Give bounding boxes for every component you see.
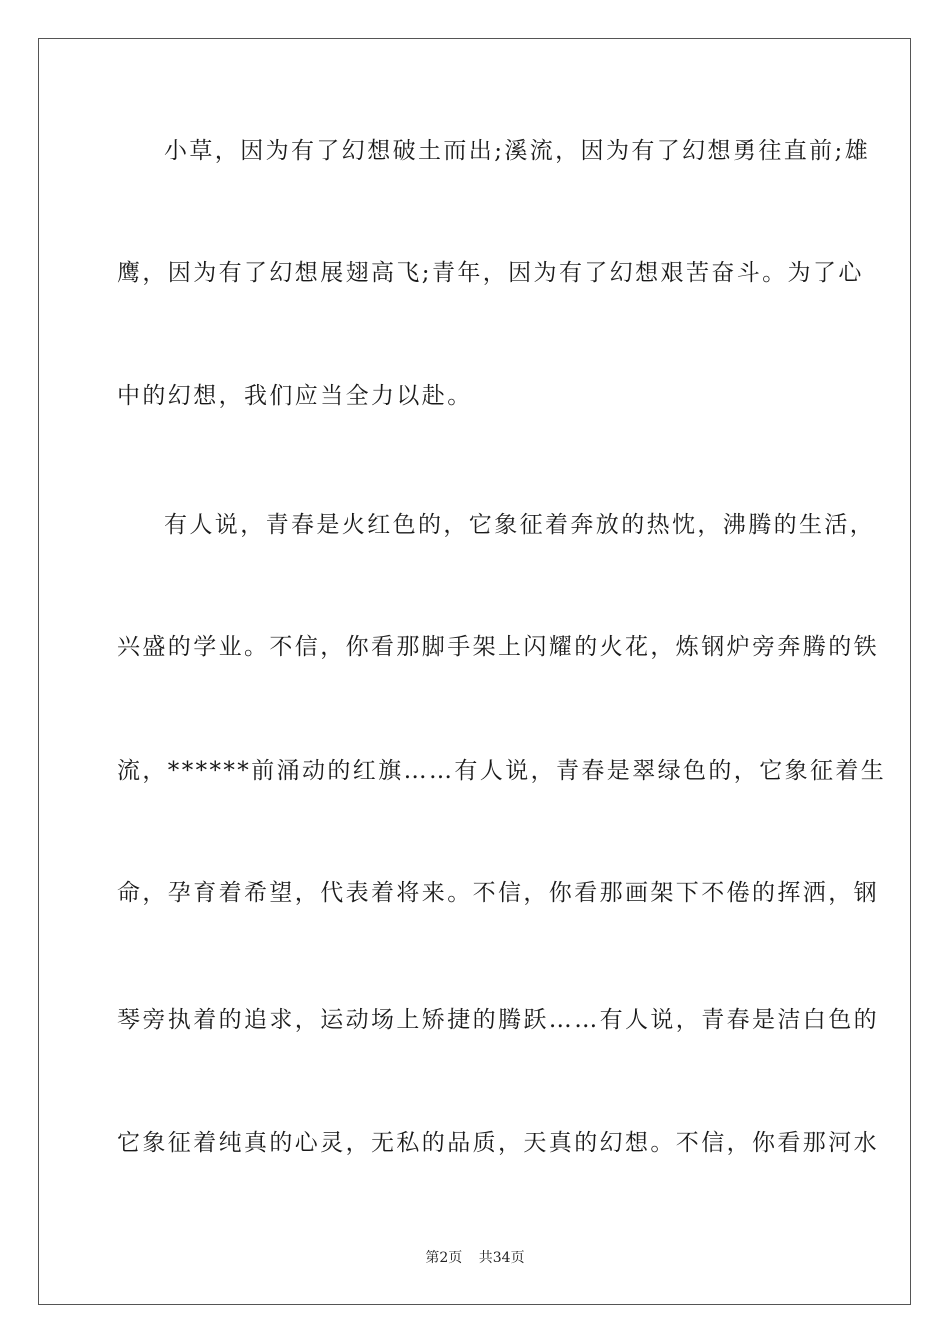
paragraph-1-line-1: 小草，因为有了幻想破土而出;溪流，因为有了幻想勇往直前;雄 xyxy=(164,138,871,164)
paragraph-1-line-2: 鹰，因为有了幻想展翅高飞;青年，因为有了幻想艰苦奋斗。为了心 xyxy=(117,260,864,286)
paragraph-2-line-3: 流，******前涌动的红旗……有人说，青春是翠绿色的，它象征着生 xyxy=(117,758,887,784)
paragraph-2-line-5: 琴旁执着的追求，运动场上矫捷的腾跃……有人说，青春是洁白色的 xyxy=(117,1007,879,1033)
page-total: 共34页 xyxy=(478,1250,525,1266)
paragraph-2-line-6: 它象征着纯真的心灵，无私的品质，天真的幻想。不信，你看那河水 xyxy=(117,1130,879,1156)
paragraph-2-line-1: 有人说，青春是火红色的，它象征着奔放的热忱，沸腾的生活， xyxy=(164,512,876,538)
paragraph-2-line-2: 兴盛的学业。不信，你看那脚手架上闪耀的火花，炼钢炉旁奔腾的铁 xyxy=(117,634,879,660)
paragraph-2-line-4: 命，孕育着希望，代表着将来。不信，你看那画架下不倦的挥洒，钢 xyxy=(117,880,879,906)
page-footer xyxy=(0,1247,950,1267)
page-number: 第2页 xyxy=(425,1250,463,1266)
paragraph-1-line-3: 中的幻想，我们应当全力以赴。 xyxy=(117,383,473,409)
page-border xyxy=(38,38,911,1305)
